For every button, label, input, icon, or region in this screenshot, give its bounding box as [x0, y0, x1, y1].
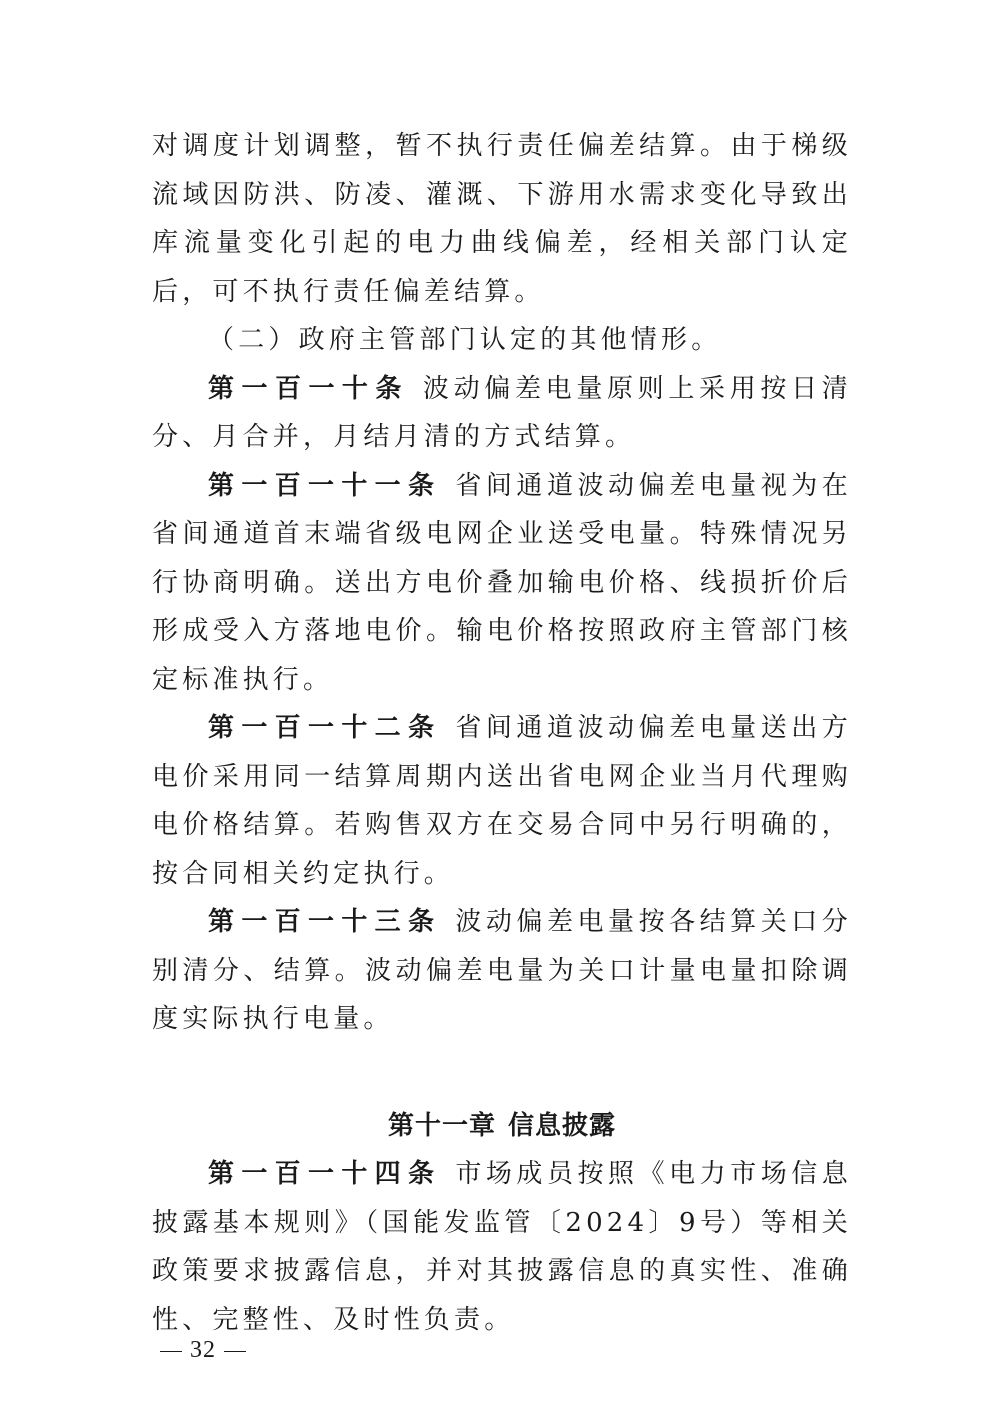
article-number: 第一百一十条	[208, 373, 409, 404]
chapter-number: 第十一章	[387, 1110, 496, 1141]
article-text: 省间通道波动偏差电量送出方电价采用同一结算周期内送出省电网企业当月代理购电价格结算。若购售双方在交易合同中另行明确的，按合同相关约定执行。	[152, 713, 852, 889]
paragraph-text: 对调度计划调整，暂不执行责任偏差结算。由于梯级流域因防洪、防凌、灌溉、下游用水需求变化导致出库流量变化引起的电力曲线偏差，经相关部门认定后，可不执行责任偏差结算。	[152, 131, 852, 307]
paragraph-text: （二）政府主管部门认定的其他情形。	[208, 325, 722, 355]
footer-dash-left	[160, 1351, 182, 1353]
chapter-heading	[152, 1102, 852, 1151]
article-text: 省间通道波动偏差电量视为在省间通道首末端省级电网企业送受电量。特殊情况另行协商明确。送出方电价叠加输电价格、线损折价后形成受入方落地电价。输电价格按照政府主管部门核定标准执行。	[152, 470, 852, 695]
article-number: 第一百一十二条	[208, 713, 442, 743]
article-text: 市场成员按照《电力市场信息披露基本规则》（国能发监管〔2024〕9号）等相关政策要求披露信息，并对其披露信息的真实性、准确性、完整性、及时性负责。	[152, 1159, 852, 1335]
page-footer	[152, 1337, 254, 1364]
article-112	[152, 704, 852, 898]
article-110	[152, 365, 852, 462]
chapter-title: 信息披露	[508, 1110, 617, 1141]
document-body	[152, 122, 852, 1344]
article-114	[152, 1150, 852, 1344]
article-number: 第一百一十一条	[208, 470, 442, 501]
footer-dash-right	[224, 1351, 246, 1353]
article-111	[152, 462, 852, 705]
page-number: 32	[190, 1337, 216, 1363]
article-113	[152, 898, 852, 1044]
article-text: 波动偏差电量原则上采用按日清分、月合并，月结月清的方式结算。	[152, 373, 852, 452]
paragraph-clause-2	[152, 316, 852, 365]
article-text: 波动偏差电量按各结算关口分别清分、结算。波动偏差电量为关口计量电量扣除调度实际执行电量。	[152, 907, 852, 1034]
article-number: 第一百一十三条	[208, 907, 442, 937]
paragraph-continuation	[152, 122, 852, 316]
article-number: 第一百一十四条	[208, 1159, 442, 1189]
